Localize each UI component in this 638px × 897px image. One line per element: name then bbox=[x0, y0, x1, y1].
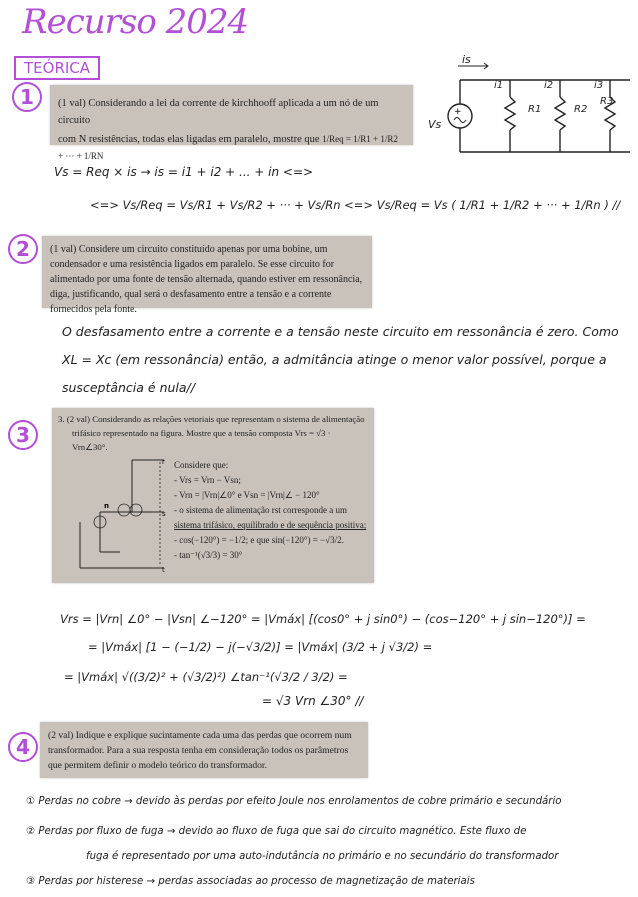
question-4-number: 4 bbox=[8, 732, 38, 762]
question-1-text-line1: (1 val) Considerando a lei da corrente de kirchhooff aplicada a um nó de um circuito bbox=[58, 98, 379, 126]
question-1-answer-line2: <=> Vs/Req = Vs/R1 + Vs/R2 + ··· + Vs/Rn <=> Vs/Req = Vs ( 1/R1 + 1/R2 + ··· + 1/Rn ) // bbox=[90, 198, 621, 212]
page-title: Recurso 2024 bbox=[22, 2, 249, 42]
question-3-condition-1: - Vrs = Vrn − Vsn; bbox=[174, 475, 241, 485]
question-3-condition-5: - cos(−120°) = −1/2; e que sin(−120°) = −√3/2. bbox=[174, 535, 344, 545]
question-2-text: (1 val) Considere um circuito constituído apenas por uma bobine, um condensador e uma resistência ligados em paralelo. Se esse circuito for alimentado por uma fonte de tensão alternada, quando estiver em ressonância, diga, justificando, qual será o desfasamento entre a tensão e a corrente fornecidos pela fonte. bbox=[50, 244, 363, 315]
question-2-box bbox=[42, 236, 372, 315]
question-3-box bbox=[52, 408, 374, 583]
question-1-box bbox=[50, 85, 413, 161]
svg-text:t: t bbox=[162, 566, 165, 574]
svg-text:r: r bbox=[162, 458, 165, 466]
svg-text:s: s bbox=[162, 510, 166, 518]
page-subtitle: TEÓRICA bbox=[14, 56, 100, 80]
question-3-answer-line4: = √3 Vrn ∠30° // bbox=[262, 694, 364, 708]
circuit-label-r1: R1 bbox=[528, 104, 542, 115]
circuit-label-i3: i3 bbox=[594, 80, 604, 91]
question-1-number: 1 bbox=[12, 82, 42, 112]
question-1-text-line2: com N resistências, todas elas ligadas em paralelo, mostre que bbox=[58, 134, 320, 145]
question-1-answer-line1: Vs = Req × is → is = i1 + i2 + ... + in <=> bbox=[54, 165, 314, 179]
three-phase-diagram bbox=[60, 452, 170, 576]
question-3-text-line1: 3. (2 val) Considerando as relações vetoriais que representam o sistema de alimentação bbox=[58, 414, 365, 424]
question-4-box bbox=[40, 722, 368, 778]
question-4-answer-line1: ① Perdas no cobre → devido às perdas por efeito Joule nos enrolamentos de cobre primário e secundário bbox=[26, 796, 562, 807]
question-4-answer-line3: fuga é representado por uma auto-indutância no primário e no secundário do transformador bbox=[86, 851, 559, 862]
question-3-answer-line3: = |Vmáx| √((3/2)² + (√3/2)²) ∠tan⁻¹(√3/2 / 3/2) = bbox=[64, 670, 348, 684]
question-2-answer-line2: XL = Xc (em ressonância) então, a admitância atinge o menor valor possível, porque a bbox=[62, 352, 607, 367]
question-3-number: 3 bbox=[8, 420, 38, 450]
question-4-answer-line2: ② Perdas por fluxo de fuga → devido ao fluxo de fuga que sai do circuito magnético. Este fluxo de bbox=[26, 826, 527, 837]
question-2-answer-line1: O desfasamento entre a corrente e a tensão neste circuito em ressonância é zero. Como bbox=[62, 324, 619, 339]
circuit-label-vs: Vs bbox=[428, 118, 442, 131]
svg-text:+: + bbox=[454, 107, 462, 117]
circuit-label-i1: i1 bbox=[494, 80, 504, 91]
question-4-text: (2 val) Indique e explique sucintamente cada uma das perdas que ocorrem num transformador. Para a sua resposta tenha em consideração todos os parâmetros que permitem definir o modelo teórico do transformador. bbox=[48, 730, 352, 771]
question-2-number: 2 bbox=[8, 234, 38, 264]
circuit-label-r2: R2 bbox=[574, 104, 588, 115]
circuit-label-is: is bbox=[462, 53, 471, 66]
question-4-answer-line4: ③ Perdas por histerese → perdas associadas ao processo de magnetização de materiais bbox=[26, 876, 475, 887]
question-3-answer-line2: = |Vmáx| [1 − (−1/2) − j(−√3/2)] = |Vmáx| (3/2 + j √3/2) = bbox=[88, 640, 433, 654]
question-3-text-line2: trifásico representado na figura. Mostre que a tensão composta Vrs = √3 · Vrn∠30°. bbox=[72, 428, 331, 452]
question-2-answer-line3: susceptância é nula// bbox=[62, 380, 195, 395]
question-3-answer-line1: Vrs = |Vrn| ∠0° − |Vsn| ∠−120° = |Vmáx| [(cos0° + j sin0°) − (cos−120° + j sin−120°)] = bbox=[60, 612, 586, 626]
circuit-label-i2: i2 bbox=[544, 80, 554, 91]
question-3-condition-4: sistema trifásico, equilibrado e de sequência positiva; bbox=[174, 520, 367, 530]
circuit-label-r3: R3 bbox=[600, 96, 614, 107]
question-3-condition-3: - o sistema de alimentação rst corresponde a um bbox=[174, 505, 347, 515]
question-1-formula: 1/Req = 1/R1 + 1/R2 + ··· + 1/RN bbox=[58, 134, 398, 161]
question-3-condition-6: - tan⁻¹(√3/3) = 30° bbox=[174, 550, 243, 560]
question-3-condition-2: - Vrn = |Vrn|∠0° e Vsn = |Vrn|∠ − 120° bbox=[174, 490, 320, 500]
svg-text:n: n bbox=[104, 502, 109, 510]
question-3-consider-title: Considere que: bbox=[174, 460, 229, 470]
